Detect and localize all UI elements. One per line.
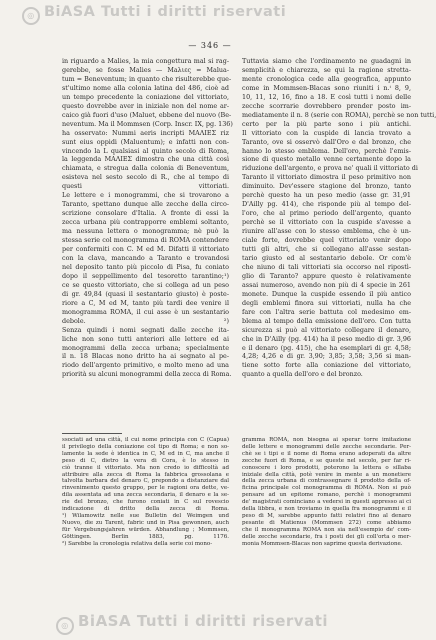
footnote-line: delle zecche secondarie, fra i posti dei gli coll'orta o mer- [242, 533, 411, 540]
footnote-line: che il monogramma ROMA non sia nell'esempio de' com- [242, 526, 411, 533]
text-line: diminuito. Dev'essere stagione del bronzo, tanto [242, 182, 411, 191]
text-line: questi vittoriati. [62, 182, 229, 191]
text-line: ciale forte, dovrebbe quel vittoriato venir dopo [242, 236, 411, 245]
watermark-bottom-text: BiASA Tutti i diritti riservati [78, 612, 329, 630]
text-line: mediatamente il n. 8 (serie con ROMA), perchè se non tutti, [242, 110, 436, 119]
text-line: perchè questo ha un peso medio (asse gr. 31,91 [242, 191, 411, 200]
footnote-line: gramma ROMA, non bisogna ai sperar torre imitazione [242, 437, 411, 443]
text-line: l'oro, che al primo periodo dell'argento, quanto [242, 209, 411, 218]
footnote-line: monia Mommsen-Blacas non saprime questa derivazione. [242, 540, 403, 547]
footnote-line: zecche fuori di Roma, e se queste nel secolo, per far ri- [242, 457, 411, 464]
text-line: fare con l'altra serie battuta col medesimo em- [242, 307, 411, 316]
footnote-line: il privilegio della coniazione col tipo di Roma; e non so- [62, 443, 229, 450]
footnote-line: Göttingen. Berlin 1883, pg. 1176. [62, 533, 229, 540]
footnote-line: pensare ad un epitome romano, perchè i monogrammi [242, 492, 411, 499]
text-line: hanno lo stesso emblema. Dell'oro, perchè l'emis- [242, 146, 411, 155]
text-line: ce se questo vittoriato, che si collega ad un peso [62, 280, 229, 289]
library-seal-icon: ◎ [56, 617, 74, 635]
text-line: esisteva nel sesto secolo di R., che al tempo di [62, 173, 229, 182]
text-line: monete. Dunque la cuspide essendo il più antico [242, 289, 411, 298]
text-line: Le lettere e i monogrammi, che si trovarono a [62, 191, 229, 200]
text-line: un tempo precedente la coniazione del vittoriato, [62, 92, 229, 101]
footnote-line: della libbra, e non troviamo in quella fra monogrammi e il [242, 506, 411, 513]
text-line: certo per la più parte sono i più antichi. [242, 119, 411, 128]
text-line: ma nessuna lettera o monogramma; nè può la [62, 227, 229, 236]
footnote-line: rinvenimento questo gruppo, per le ragioni ora dette, ve- [62, 485, 229, 492]
text-line: il n. 18 Blacas nono dritto ha ai segnato al pe- [62, 352, 229, 361]
text-line: Taranto il vittoriato dimostra il peso primitivo non [242, 173, 411, 182]
text-line: chiamata, e stregua dalla colonia di Beneventum, [62, 164, 229, 173]
right-footnotes [242, 437, 411, 548]
text-line: caico già fuori d'uso (Maluet, ebbene del nuovo (Be- [62, 110, 232, 119]
footnote-line: lamente la sede è identica in C, M ed in C, ma anche il [62, 450, 229, 457]
text-line: come in Mommsen-Blacas sono riuniti i n.ⁱ 8, 9, [242, 83, 411, 92]
footnote-line: ciò tranne il vittoriato. Ma non credo io difficoltà ad [62, 464, 229, 471]
footnote-line: conoscere i loro prodotti, poterono la lettera o sillaba [242, 464, 411, 471]
text-line: monogramma ROMA, il cui asse è un sestantario [62, 307, 229, 316]
text-line: in riguardo a Malies, la mia congettura mal si rag- [62, 57, 229, 65]
text-line: vincendo la L qualsiasi al quinto secolo di Roma, [62, 146, 229, 155]
text-line: tario giusto ed al sestantario debole. Or com'è [242, 253, 411, 262]
text-line: che niuno di tali vittoriati sia occorso nel ripostì- [242, 262, 411, 271]
text-line: sunt eius oppidi (Maluentum); e infatti non con- [62, 137, 229, 146]
text-line: gerebbe, se fosse Malies — Maλιες = Malua- [62, 65, 229, 74]
footnote-line: iniziale della città, potè venire in mente a un monetiere [242, 471, 411, 478]
footnote-line: della zecca urbana di contrassegnare il prodotto della of- [242, 478, 411, 485]
footnote-line: delle lettere e monogrammi delle zecche secondarie. Per- [242, 443, 411, 450]
text-line: e il denaro (pg. 415), che ha esemplari di gr. 4,58; [242, 343, 411, 352]
text-line: riduzione dell'argento, e prova ne' quali il vittoriato di [242, 164, 418, 173]
footnote-line: attribuire alla zecca di Roma la fabbrica grossolana e [62, 471, 229, 478]
text-line: sicurezza si può al vittoriato collegare il denaro, [242, 325, 411, 334]
footnote-line: chè se i tipi e il nome di Roma erano adoperati da altre [242, 450, 411, 457]
text-line: tum = Beneventum; in quanto che risulterebbe que- [62, 74, 232, 83]
text-line: Tuttavia siamo che l'ordinamento ne guadagni in [242, 57, 411, 65]
footnote-line: peso di C, dietro la vera di Cora, è lo stesso in [62, 457, 229, 464]
footnote-line: ¹) Wilamowitz nelle sue Bulletin del Weimgen und [62, 512, 229, 519]
text-line: sione di questo metallo venne certamente dopo la [242, 155, 411, 164]
text-line: blema al tempo della emissione dell'oro. Con tutta [242, 316, 411, 325]
text-line: neventum. Ma il Mommsen (Corp. Inscr. IX, pg. 136) [62, 119, 233, 128]
right-column [242, 57, 436, 379]
text-line: st'ultimo nome alla colonia latina del 486, cioè ad [62, 83, 229, 92]
text-line: quanto a quella dell'oro e del bronzo. [242, 370, 363, 379]
text-line: liche non sono tutti anteriori alle lettere ed ai [62, 334, 229, 343]
text-line: che in D'Ailly (pg. 414) ha il peso medio di gr. 3,96 [242, 334, 411, 343]
text-line: mente cronologica cede alla geografica, appunto [242, 74, 411, 83]
text-line: tutti gli altri, che si collegano all'asse sestan- [242, 245, 411, 254]
watermark-top [22, 4, 286, 25]
footnote-line: talvolta barbara del denaro C, prepondo a distanziare dal [62, 478, 229, 485]
text-line: nel deposito tanto più piccolo di Pisa, fu coniato [62, 262, 229, 271]
text-line: la leggenda MAΛIEΣ dimostra che una città così [62, 155, 229, 164]
footnote-divider [62, 433, 122, 434]
footnote-line: für Vergebungsjahren würden. Abhandlung ; Mommsen, [62, 526, 229, 533]
footnote-line: peso di M, sarebbe appunto fatti relativi fino al denaro [242, 512, 411, 519]
text-line: zecche scorrarie dovrebbero prender posto im- [242, 101, 411, 110]
text-line: Il vittoriato con la cuspide di lancia trovato a [242, 128, 411, 137]
footnote-line: dila assentata ad una zecca secondaria, il denaro e la se- [62, 492, 229, 499]
text-line: glio di Taranto? appure questo è relativamente [242, 271, 411, 280]
left-column [62, 57, 233, 379]
text-line: degli emblemi finora sui vittoriati, nulla ha che [242, 298, 411, 307]
footnote-line: indicazione di dritto della zecca di Roma. [62, 506, 229, 513]
text-line: questo dovrebbe aver in iniziale non del nome ar- [62, 101, 229, 110]
text-line: con la clava, mancando a Taranto e trovandosi [62, 253, 229, 262]
text-line: assai numeroso, avendo non più di 4 specie in 261 [242, 280, 411, 289]
footnote-line: Nuovo, die zu Tarent, fabric und in Pisa gewonnen, auch [62, 519, 229, 526]
text-line: per confermiti con C. M ed M. Difatti il vittoriato [62, 245, 229, 254]
text-line: semplicità e chiarezza, se qui la ragione stretta- [242, 65, 411, 74]
footnote-line: pesante di Matienus (Mommsen 272) come abbiamo [242, 519, 411, 526]
watermark-bottom [56, 612, 328, 635]
page-number: — 346 — [188, 41, 232, 50]
text-line: perchè se il vittoriato con la cuspide s'avesse a [242, 218, 411, 227]
text-line: D'Ailly pg. 414), che risponde più al tempo del- [242, 200, 411, 209]
text-line: tiene sotto forte alla coniazione del vittoriato, [242, 361, 411, 370]
footnote-line: de' magistrati cominciano a vedersi in questi appresso ai ci [242, 499, 411, 506]
text-line: zecca urbana più contrapporre emblemi soltanto, [62, 218, 229, 227]
text-line: priorità su alcuni monogrammi della zecca di Roma. [62, 370, 232, 379]
text-line: stessa serie col monogramma di ROMA contendere [62, 236, 229, 245]
text-line: Taranto, spettano dunque alle zecche della circo- [62, 200, 229, 209]
text-line: riore a C, M ed M, tanto più tardi dee venire il [62, 298, 229, 307]
text-line: debole. ²) [62, 316, 229, 325]
text-line: dopo il seppellimento del tesoretto tarantino;¹) [62, 271, 229, 280]
footnote-line: rie del bronzo, che furono coniati in C sul rovescio [62, 499, 229, 506]
library-seal-icon: ◎ [22, 7, 40, 25]
text-line: riodo dell'argento primitivo, e molto meno ad una [62, 361, 229, 370]
text-line: di gr. 49,84 (quasi il sestantario giusto) è poste- [62, 289, 229, 298]
footnote-line: ssociati ad una città, il cui nome principia con C (Capua) [62, 437, 229, 443]
text-line: Taranto, ove si osservò dall'Oro e dal bronzo, che [242, 137, 411, 146]
text-line: ha osservato: Nummi aeris incripti MAΛIΕΣ riz [62, 128, 229, 137]
text-line: monogrammi della zecca urbana; specialmente [62, 343, 229, 352]
text-line: scrizione consolare d'Italia. A fronte di essi la [62, 209, 229, 218]
left-footnotes [62, 437, 229, 548]
watermark-top-text: BiASA Tutti i diritti riservati [44, 4, 287, 20]
text-line: riunire all'asse con lo stesso emblema, che è un- [242, 227, 411, 236]
text-line: Senza quindi i nomi segnati dalle zecche ita- [62, 325, 229, 334]
text-line: 10, 11, 12, 16, fino a 18. E così tutti i nomi delle [242, 92, 411, 101]
footnote-line: ²) Sarebbe la cronologia relativa della serie coi mono- [62, 540, 213, 547]
text-line: 4,28; 4,26 e di gr. 3,90; 3,85; 3,58; 3,56 si man- [242, 352, 411, 361]
footnote-line: ficina principale col monogramma di ROMA. Non si può [242, 485, 411, 492]
